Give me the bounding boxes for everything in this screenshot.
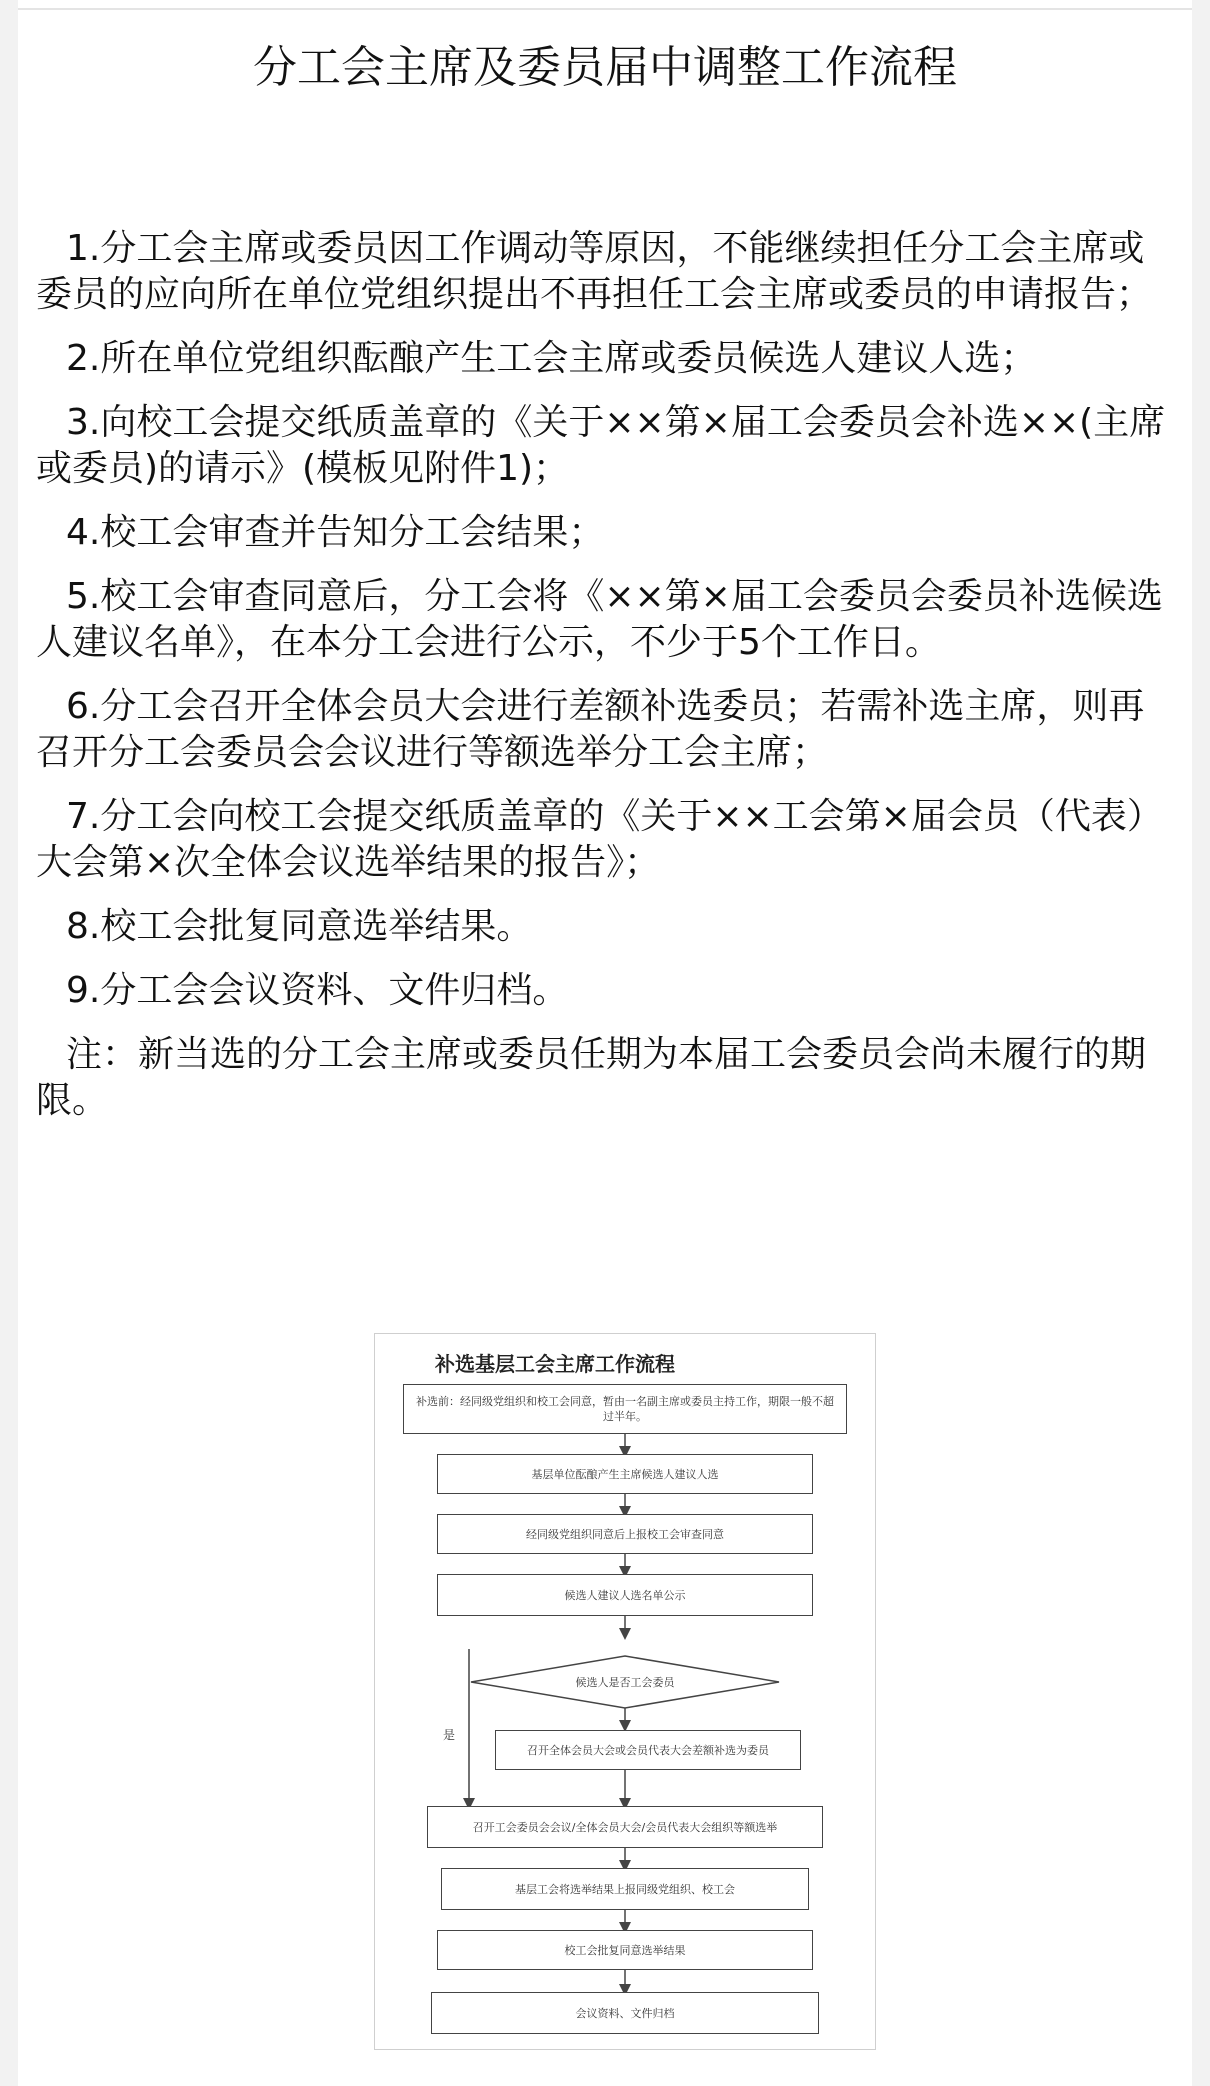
flow-step-pre: 补选前：经同级党组织和校工会同意，暂由一名副主席或委员主持工作，期限一般不超过半年。 — [403, 1384, 847, 1434]
flow-step-election: 召开工会委员会会议/全体会员大会/会员代表大会组织等额选举 — [427, 1806, 823, 1848]
flow-step-approve: 经同级党组织同意后上报校工会审查同意 — [437, 1514, 813, 1554]
top-divider — [18, 8, 1192, 10]
paragraph-3: 3.向校工会提交纸质盖章的《关于××第×届工会委员会补选××(主席或委员)的请示》(模板见附件1)； — [36, 402, 1166, 489]
yes-label: 是 — [443, 1728, 456, 1742]
paragraph-4: 4.校工会审查并告知分工会结果； — [66, 512, 605, 553]
document-body — [36, 226, 1176, 1142]
flow-step-elect-member: 召开全体会员大会或会员代表大会差额补选为委员 — [495, 1730, 801, 1770]
note-paragraph: 注：新当选的分工会主席或委员任期为本届工会委员会尚未履行的期限。 — [36, 1034, 1147, 1121]
paragraph-8: 8.校工会批复同意选举结果。 — [66, 906, 533, 947]
paragraph-7: 7.分工会向校工会提交纸质盖章的《关于××工会第×届会员（代表）大会第×次全体会议选举结果的报告》； — [36, 796, 1163, 883]
flow-step-publicize: 候选人建议人选名单公示 — [437, 1574, 813, 1616]
paragraph-6: 6.分工会召开全体会员大会进行差额补选委员；若需补选主席，则再召开分工会委员会会议进行等额选举分工会主席； — [36, 686, 1145, 773]
flowchart-image — [374, 1333, 876, 2050]
flow-step-nominate: 基层单位酝酿产生主席候选人建议人选 — [437, 1454, 813, 1494]
flow-decision-label: 候选人是否工会委员 — [575, 1676, 675, 1689]
paragraph-2: 2.所在单位党组织酝酿产生工会主席或委员候选人建议人选； — [66, 338, 1037, 379]
page-title: 分工会主席及委员届中调整工作流程 — [253, 42, 957, 93]
paragraph-5: 5.校工会审查同意后，分工会将《××第×届工会委员会委员补选候选人建议名单》，在本分工会进行公示，不少于5个工作日。 — [36, 576, 1163, 663]
paragraph-1: 1.分工会主席或委员因工作调动等原因，不能继续担任分工会主席或委员的应向所在单位党组织提出不再担任工会主席或委员的申请报告； — [36, 228, 1153, 315]
flow-step-reply: 校工会批复同意选举结果 — [437, 1930, 813, 1970]
flow-step-report: 基层工会将选举结果上报同级党组织、校工会 — [441, 1868, 809, 1910]
paragraph-9: 9.分工会会议资料、文件归档。 — [66, 970, 569, 1011]
flow-step-archive: 会议资料、文件归档 — [431, 1992, 819, 2034]
flowchart-title: 补选基层工会主席工作流程 — [435, 1352, 675, 1376]
